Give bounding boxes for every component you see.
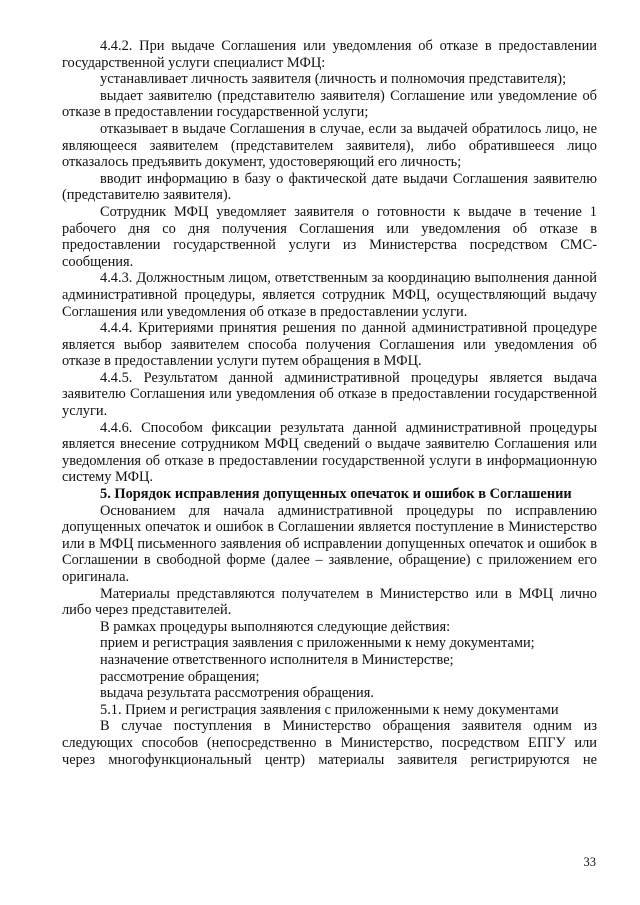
section-heading-5: 5. Порядок исправления допущенных опечаток и ошибок в Соглашении bbox=[100, 486, 572, 503]
paragraph-enter-info: вводит информацию в базу о фактической дате выдачи Соглашения заявителю (представителю заявителя). bbox=[62, 170, 597, 204]
document-body bbox=[62, 38, 597, 768]
subsection-heading-5-1: 5.1. Прием и регистрация заявления с приложенными к нему документами bbox=[100, 701, 559, 718]
paragraph-notify: Сотрудник МФЦ уведомляет заявителя о готовности к выдаче в течение 1 рабочего дня со дня получения Соглашения или уведомления об отказе в предоставлении государственной услуги из Министерства посредством СМС-сообщения. bbox=[62, 203, 597, 270]
list-item-result: выдача результата рассмотрения обращения. bbox=[100, 685, 374, 702]
paragraph-4-4-6: 4.4.6. Способом фиксации результата данной административной процедуры является внесение сотрудником МФЦ сведений о выдаче заявителю Соглашения или уведомления об отказе в предоставлении государственной услуги в информационную систему МФЦ. bbox=[62, 419, 597, 486]
paragraph-actions-intro: В рамках процедуры выполняются следующие действия: bbox=[100, 618, 451, 635]
list-item-assignment: назначение ответственного исполнителя в Министерстве; bbox=[100, 651, 454, 668]
paragraph-registration: В случае поступления в Министерство обращения заявителя одним из следующих способов (непосредственно в Министерство, посредством ЕПГУ или через многофункциональный центр) материалы заявителя регистрируются не bbox=[62, 718, 597, 768]
paragraph-4-4-2: 4.4.2. При выдаче Соглашения или уведомления об отказе в предоставлении государственной услуги специалист МФЦ: bbox=[62, 38, 597, 71]
list-item-review: рассмотрение обращения; bbox=[100, 668, 260, 685]
paragraph-4-4-4: 4.4.4. Критериями принятия решения по данной административной процедуре является выбор заявителем способа получения Соглашения или уведомления об отказе в предоставлении услуги путем обращения в МФЦ. bbox=[62, 320, 597, 370]
paragraph-4-4-3: 4.4.3. Должностным лицом, ответственным за координацию выполнения данной административной процедуры, является сотрудник МФЦ, осуществляющий выдачу Соглашения или уведомления об отказе в предоставлении услуги. bbox=[62, 270, 597, 320]
paragraph-4-4-5: 4.4.5. Результатом данной административной процедуры является выдача заявителю Соглашения или уведомления об отказе в предоставлении государственной услуги. bbox=[62, 369, 597, 420]
paragraph-identity: устанавливает личность заявителя (личность и полномочия представителя); bbox=[100, 71, 567, 88]
list-item-reception: прием и регистрация заявления с приложенными к нему документами; bbox=[100, 635, 535, 652]
paragraph-refuse: отказывает в выдаче Соглашения в случае, если за выдачей обратилось лицо, не являющееся заявителем (представителем заявителя), либо обратившееся лицо отказалось предъявить документ, удостоверяющий его личность; bbox=[62, 120, 597, 171]
paragraph-issue: выдает заявителю (представителю заявителя) Соглашение или уведомление об отказе в предоставлении государственной услуги; bbox=[62, 87, 597, 121]
paragraph-basis: Основанием для начала административной процедуры по исправлению допущенных опечаток и ошибок в Соглашении является поступление в Министерство или в МФЦ письменного заявления об исправлении допущенных опечаток и ошибок в Соглашении в свободной форме (далее – заявление, обращение) с приложением его оригинала. bbox=[62, 502, 597, 585]
paragraph-materials: Материалы представляются получателем в Министерство или в МФЦ лично либо через представителей. bbox=[62, 585, 597, 619]
page-number: 33 bbox=[583, 855, 596, 869]
